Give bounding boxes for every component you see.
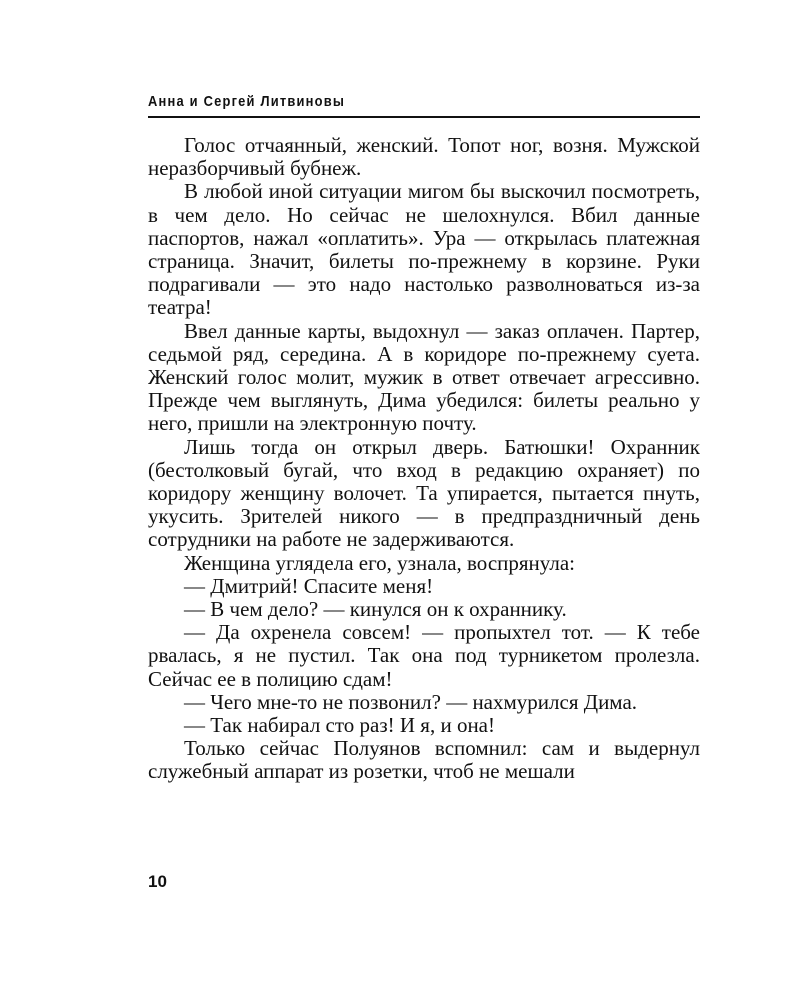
dialogue-line: — В чем дело? — кинулся он к охраннику. (184, 597, 567, 622)
paragraph: Ввел данные карты, выдохнул — заказ оплачен. Партер, седьмой ряд, середина. А в коридоре по-прежнему суета. Женский голос молит, мужик в ответ отвечает агрессивно. Прежде чем выглянуть, Дима убедился: билеты реально у него, пришли на электронную почту. (148, 318, 700, 436)
dialogue-line: — Да охренела совсем! — пропыхтел тот. — К тебе рвалась, я не пустил. Так она под турникетом пролезла. Сейчас ее в полицию сдам! (148, 620, 700, 691)
page-number: 10 (148, 872, 167, 891)
paragraph: Лишь тогда он открыл дверь. Батюшки! Охранник (бестолковый бугай, что вход в редакцию охраняет) по коридору женщину волочет. Та упирается, пытается пнуть, укусить. Зрителей никого — в предпраздничный день сотрудники на работе не задерживаются. (148, 434, 700, 552)
dialogue-line: — Дмитрий! Спасите меня! (184, 573, 434, 598)
paragraph: Голос отчаянный, женский. Топот ног, возня. Мужской неразборчивый бубнеж. (148, 133, 700, 181)
paragraph: Женщина углядела его, узнала, воспрянула: (184, 550, 575, 575)
body-text (148, 134, 700, 784)
dialogue-line: — Чего мне-то не позвонил? — нахмурился Дима. (184, 689, 638, 714)
running-header (148, 92, 700, 118)
paragraph: В любой иной ситуации мигом бы выскочил посмотреть, в чем дело. Но сейчас не шелохнулся. Вбил данные паспортов, нажал «оплатить». Ура — открылась платежная страница. Значит, билеты по-прежнему в корзине. Руки подрагивали — это надо настолько разволноваться из-за театра! (148, 179, 700, 320)
dialogue-line: — Так набирал сто раз! И я, и она! (184, 713, 495, 738)
paragraph: Только сейчас Полуянов вспомнил: сам и выдернул служебный аппарат из розетки, чтоб не мешали (148, 736, 700, 784)
running-title: Анна и Сергей Литвиновы (148, 93, 346, 110)
